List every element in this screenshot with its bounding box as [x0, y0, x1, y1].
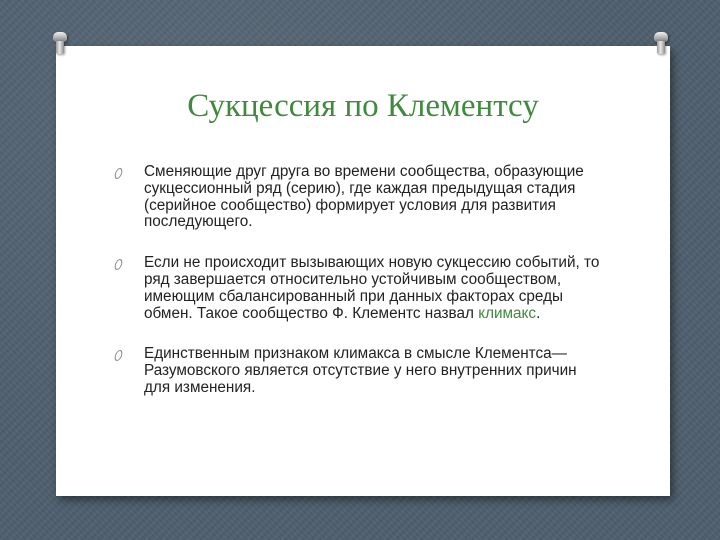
pushpin-icon [53, 32, 67, 54]
bullet-item [112, 255, 602, 322]
bullet-item [112, 164, 602, 231]
bullet-text-end: . [536, 304, 541, 322]
oval-bullet-icon [113, 168, 123, 179]
oval-bullet-icon [113, 259, 123, 270]
highlight-term: климакс [478, 304, 537, 322]
bullet-text: Если не происходит вызывающих новую сукцессию событий, то ряд завершается относительно устойчивым сообществом, имеющим сбалансированный при данных факторах среды обмен. Такое сообщество Ф. Клементс назвал [144, 254, 600, 322]
bullet-item [112, 346, 602, 396]
oval-bullet-icon [113, 350, 123, 361]
slide-title: Сукцессия по Клементсу [187, 88, 539, 124]
bullet-text: Сменяющие друг друга во времени сообщества, образующие сукцессионный ряд (серию), где каждая предыдущая стадия (серийное сообщество) формирует условия для развития последующего. [144, 163, 584, 231]
bullet-text: Единственным признаком климакса в смысле Клементса—Разумовского является отсутствие у него внутренних причин для изменения. [144, 345, 577, 396]
bullet-list [112, 164, 602, 397]
pushpin-icon [654, 32, 668, 54]
